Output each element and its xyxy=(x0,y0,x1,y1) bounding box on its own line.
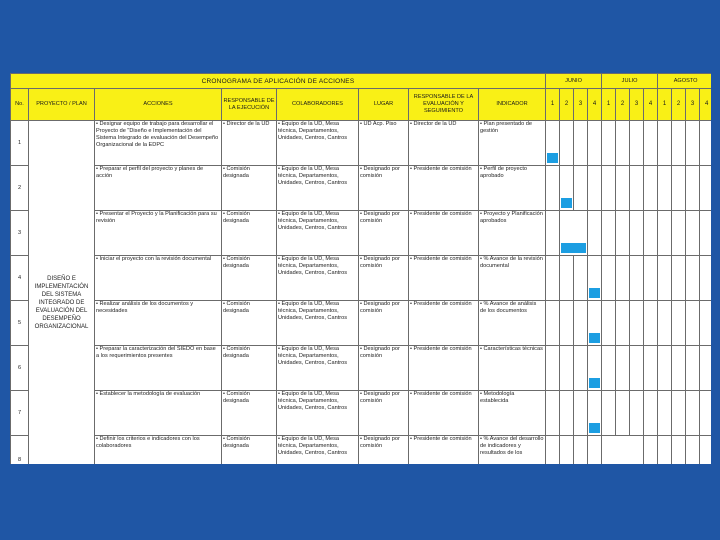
header-indicator: INDICADOR xyxy=(479,89,546,121)
action-text: • Establecer la metodología de evaluación xyxy=(95,391,222,436)
week-cell xyxy=(700,391,711,436)
week-cell xyxy=(700,211,711,256)
evaluator-text: • Presidente de comisión xyxy=(409,346,479,391)
evaluator-text: • Director de la UD xyxy=(409,121,479,166)
evaluator-text: • Presidente de comisión xyxy=(409,256,479,301)
week-cell xyxy=(560,256,574,301)
week-cell xyxy=(672,346,686,391)
gantt-bar xyxy=(589,378,600,388)
week-cell xyxy=(602,436,644,465)
indicator-text: • Características técnicas xyxy=(479,346,546,391)
gantt-bar xyxy=(561,198,572,208)
evaluator-text: • Presidente de comisión xyxy=(409,391,479,436)
evaluator-text: • Presidente de comisión xyxy=(409,166,479,211)
collaborators-text: • Equipo de la UD, Mesa técnica, Departamentos, Unidades, Centros, Cantros xyxy=(277,436,359,465)
gantt-bar xyxy=(589,423,600,433)
gantt-bar xyxy=(547,153,558,163)
week-cell xyxy=(574,346,588,391)
week-cell xyxy=(588,301,602,346)
week-cell xyxy=(686,346,700,391)
week-cell xyxy=(574,121,588,166)
week-10: 2 xyxy=(672,89,686,121)
week-cell xyxy=(546,166,560,211)
week-cell xyxy=(588,166,602,211)
week-cell xyxy=(616,256,630,301)
table-row xyxy=(11,166,712,211)
week-cell xyxy=(644,391,658,436)
action-text: • Presentar el Proyecto y la Planificación para su revisión xyxy=(95,211,222,256)
table-row xyxy=(11,121,712,166)
place-text: • Designado por comisión xyxy=(359,301,409,346)
evaluator-text: • Presidente de comisión xyxy=(409,301,479,346)
week-cell xyxy=(546,391,560,436)
responsible-text: • Comisión designada xyxy=(222,166,277,211)
week-1: 1 xyxy=(546,89,560,121)
indicator-text: • % Avance de la revisión documental xyxy=(479,256,546,301)
evaluator-text: • Presidente de comisión xyxy=(409,436,479,465)
week-cell xyxy=(630,256,644,301)
collaborators-text: • Equipo de la UD, Mesa técnica, Departamentos, Unidades, Centros, Cantros xyxy=(277,256,359,301)
week-cell xyxy=(644,166,658,211)
week-cell xyxy=(560,211,588,256)
table-row xyxy=(11,436,712,465)
row-number: 2 xyxy=(11,166,29,211)
week-cell xyxy=(686,121,700,166)
schedule-rows xyxy=(11,121,712,465)
week-9: 1 xyxy=(658,89,672,121)
week-11: 3 xyxy=(686,89,700,121)
week-cell xyxy=(616,166,630,211)
week-5: 1 xyxy=(602,89,616,121)
row-number: 4 xyxy=(11,256,29,301)
responsible-text: • Director de la UD xyxy=(222,121,277,166)
week-cell xyxy=(602,211,616,256)
week-cell xyxy=(546,121,560,166)
week-cell xyxy=(616,211,630,256)
week-4: 4 xyxy=(588,89,602,121)
week-cell xyxy=(672,211,686,256)
week-cell xyxy=(686,256,700,301)
header-place: LUGAR xyxy=(359,89,409,121)
week-cell xyxy=(560,391,574,436)
week-cell xyxy=(686,166,700,211)
week-cell xyxy=(630,121,644,166)
week-cell xyxy=(574,391,588,436)
week-cell xyxy=(616,391,630,436)
week-cell xyxy=(672,256,686,301)
header-responsible-exec: RESPONSABLE DE LA EJECUCIÓN xyxy=(222,89,277,121)
week-cell xyxy=(686,211,700,256)
place-text: • Designado por comisión xyxy=(359,211,409,256)
week-cell xyxy=(672,391,686,436)
week-cell xyxy=(588,211,602,256)
week-cell xyxy=(560,436,574,465)
week-cell xyxy=(560,346,574,391)
week-cell xyxy=(700,436,711,465)
place-text: • Designado por comisión xyxy=(359,436,409,465)
place-text: • Designado por comisión xyxy=(359,256,409,301)
week-cell xyxy=(574,436,588,465)
week-cell xyxy=(658,436,672,465)
week-cell xyxy=(644,436,658,465)
week-cell xyxy=(546,436,560,465)
row-number: 1 xyxy=(11,121,29,166)
table-row xyxy=(11,301,712,346)
header-project: PROYECTO / PLAN xyxy=(29,89,95,121)
week-cell xyxy=(672,121,686,166)
row-number: 7 xyxy=(11,391,29,436)
week-cell xyxy=(644,346,658,391)
week-cell xyxy=(574,256,588,301)
place-text: • Designado por comisión xyxy=(359,391,409,436)
table-row xyxy=(11,256,712,301)
week-cell xyxy=(644,211,658,256)
week-cell xyxy=(546,301,560,346)
week-cell xyxy=(602,166,616,211)
responsible-text: • Comisión designada xyxy=(222,211,277,256)
week-2: 2 xyxy=(560,89,574,121)
indicator-text: • Perfil de proyecto aprobado xyxy=(479,166,546,211)
week-cell xyxy=(616,121,630,166)
gantt-bar xyxy=(589,333,600,343)
header-responsible-eval: RESPONSABLE DE LA EVALUACIÓN Y SEGUIMIENTO xyxy=(409,89,479,121)
action-text: • Designar equipo de trabajo para desarrollar el Proyecto de "Diseño e Implementación del Sistema Integrado de evaluación del Desempeño Organizacional de la EDPC xyxy=(95,121,222,166)
indicator-text: • % Avance del desarrollo de indicadores y resultados de los xyxy=(479,436,546,465)
week-cell xyxy=(658,166,672,211)
week-cell xyxy=(630,301,644,346)
header-actions: ACCIONES xyxy=(95,89,222,121)
indicator-text: • Proyecto y Planificación aprobados xyxy=(479,211,546,256)
week-cell xyxy=(644,256,658,301)
week-cell xyxy=(574,166,588,211)
month-agosto: AGOSTO xyxy=(658,74,711,89)
indicator-text: • Plan presentado de gestión xyxy=(479,121,546,166)
responsible-text: • Comisión designada xyxy=(222,301,277,346)
row-number: 3 xyxy=(11,211,29,256)
action-text: • Preparar la caracterización del SIEDO en base a los requerimientos presentes xyxy=(95,346,222,391)
row-number: 6 xyxy=(11,346,29,391)
week-12: 4 xyxy=(700,89,711,121)
evaluator-text: • Presidente de comisión xyxy=(409,211,479,256)
week-cell xyxy=(602,391,616,436)
week-cell xyxy=(602,256,616,301)
week-cell xyxy=(672,166,686,211)
week-cell xyxy=(616,301,630,346)
row-number: 5 xyxy=(11,301,29,346)
week-cell xyxy=(588,256,602,301)
place-text: • Designado por comisión xyxy=(359,166,409,211)
week-3: 3 xyxy=(574,89,588,121)
table-row xyxy=(11,391,712,436)
table-row xyxy=(11,346,712,391)
week-cell xyxy=(658,391,672,436)
week-cell xyxy=(630,346,644,391)
responsible-text: • Comisión designada xyxy=(222,391,277,436)
place-text: • UD Acp. Piso xyxy=(359,121,409,166)
week-cell xyxy=(616,346,630,391)
week-cell xyxy=(672,301,686,346)
week-cell xyxy=(658,211,672,256)
week-cell xyxy=(630,166,644,211)
week-6: 2 xyxy=(616,89,630,121)
week-cell xyxy=(700,166,711,211)
week-cell xyxy=(658,301,672,346)
header-no: No. xyxy=(11,89,29,121)
indicator-text: • Metodología establecida xyxy=(479,391,546,436)
schedule-table xyxy=(10,73,711,464)
week-cell xyxy=(686,301,700,346)
week-cell xyxy=(602,301,616,346)
schedule-title: CRONOGRAMA DE APLICACIÓN DE ACCIONES xyxy=(11,74,546,89)
responsible-text: • Comisión designada xyxy=(222,346,277,391)
week-cell xyxy=(588,436,602,465)
collaborators-text: • Equipo de la UD, Mesa técnica, Departamentos, Unidades, Centros, Cantros xyxy=(277,346,359,391)
table-row xyxy=(11,211,712,256)
week-cell xyxy=(686,436,700,465)
week-cell xyxy=(686,391,700,436)
collaborators-text: • Equipo de la UD, Mesa técnica, Departamentos, Unidades, Centros, Cantros xyxy=(277,166,359,211)
action-text: • Preparar el perfil del proyecto y planes de acción xyxy=(95,166,222,211)
header-collaborators: COLABORADORES xyxy=(277,89,359,121)
week-cell xyxy=(630,211,644,256)
week-cell xyxy=(658,346,672,391)
week-7: 3 xyxy=(630,89,644,121)
schedule-sheet xyxy=(10,73,711,464)
week-cell xyxy=(630,391,644,436)
week-cell xyxy=(546,346,560,391)
week-cell xyxy=(588,121,602,166)
collaborators-text: • Equipo de la UD, Mesa técnica, Departamentos, Unidades, Centros, Cantros xyxy=(277,121,359,166)
week-cell xyxy=(644,301,658,346)
collaborators-text: • Equipo de la UD, Mesa técnica, Departamentos, Unidades, Centros, Cantros xyxy=(277,301,359,346)
responsible-text: • Comisión designada xyxy=(222,256,277,301)
month-julio: JULIO xyxy=(602,74,658,89)
week-8: 4 xyxy=(644,89,658,121)
action-text: • Iniciar el proyecto con la revisión documental xyxy=(95,256,222,301)
week-cell xyxy=(560,301,574,346)
responsible-text: • Comisión designada xyxy=(222,436,277,465)
week-cell xyxy=(658,256,672,301)
week-cell xyxy=(602,121,616,166)
project-name: DISEÑO E IMPLEMENTACIÓN DEL SISTEMA INTEGRADO DE EVALUACIÓN DEL DESEMPEÑO ORGANIZACIONAL xyxy=(29,121,95,465)
week-cell xyxy=(602,346,616,391)
collaborators-text: • Equipo de la UD, Mesa técnica, Departamentos, Unidades, Centros, Cantros xyxy=(277,391,359,436)
week-cell xyxy=(700,346,711,391)
action-text: • Realizar análisis de los documentos y necesidades xyxy=(95,301,222,346)
week-cell xyxy=(560,166,574,211)
week-cell xyxy=(700,256,711,301)
collaborators-text: • Equipo de la UD, Mesa técnica, Departamentos, Unidades, Centros, Cantros xyxy=(277,211,359,256)
indicator-text: • % Avance de análisis de los documentos xyxy=(479,301,546,346)
week-cell xyxy=(700,121,711,166)
week-cell xyxy=(574,301,588,346)
week-cell xyxy=(658,121,672,166)
week-cell xyxy=(546,211,560,256)
place-text: • Designado por comisión xyxy=(359,346,409,391)
row-number: 8 xyxy=(11,436,29,465)
month-junio: JUNIO xyxy=(546,74,602,89)
gantt-bar xyxy=(561,243,586,253)
week-cell xyxy=(546,256,560,301)
week-cell xyxy=(672,436,686,465)
week-cell xyxy=(588,346,602,391)
week-cell xyxy=(644,121,658,166)
week-cell xyxy=(700,301,711,346)
action-text: • Definir los criterios e indicadores con los colaboradores xyxy=(95,436,222,465)
gantt-bar xyxy=(589,288,600,298)
week-cell xyxy=(560,121,574,166)
week-cell xyxy=(588,391,602,436)
